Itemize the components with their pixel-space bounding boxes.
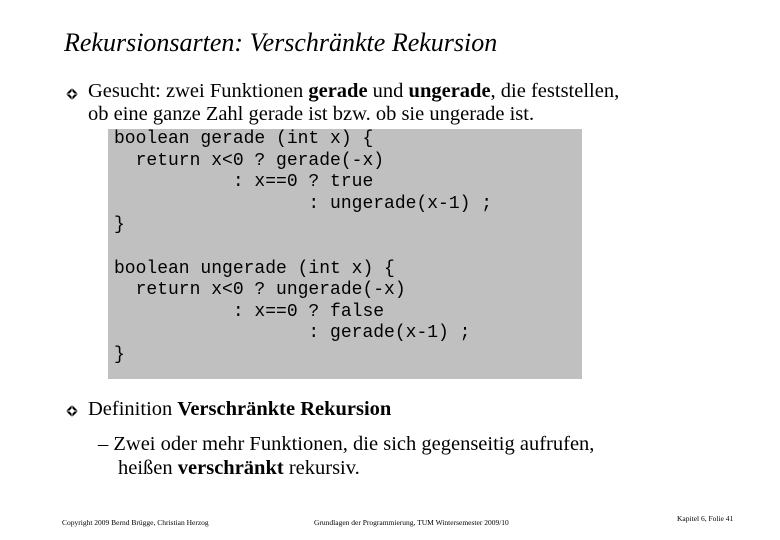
function-name-gerade: gerade (308, 80, 368, 102)
code-line: return x<0 ? gerade(-x) (114, 151, 385, 171)
bullet-1-text-c: und (367, 80, 409, 102)
code-line: : x==0 ? true (114, 172, 374, 192)
code-line: boolean gerade (int x) { (114, 129, 374, 149)
sub-bullet-text-c: rekursiv. (283, 457, 360, 479)
code-line: } (114, 345, 125, 365)
bullet-2-text-a: Definition (88, 398, 178, 420)
bullet-1-line-2: ob eine ganze Zahl gerade ist bzw. ob sie ungerade ist. (88, 103, 535, 125)
code-block (108, 129, 582, 379)
bullet-1-text-e: , die feststellen, (490, 80, 620, 102)
diamond-bullet-icon (66, 88, 78, 100)
code-line: : x==0 ? false (114, 302, 385, 322)
bullet-2-line-1 (88, 398, 391, 421)
code-line: : gerade(x-1) ; (114, 323, 471, 343)
code-line: boolean ungerade (int x) { (114, 259, 395, 279)
code-line: return x<0 ? ungerade(-x) (114, 280, 406, 300)
footer-copyright: Copyright 2009 Bernd Brügge, Christian Herzog (62, 518, 209, 527)
diamond-bullet-icon (66, 405, 78, 417)
term-verschraenkte-rekursion: Verschränkte Rekursion (177, 398, 392, 420)
bullet-1-text-a: Gesucht: zwei Funktionen (88, 80, 309, 102)
bullet-1-line-1 (88, 80, 619, 103)
term-verschraenkt: verschränkt (177, 457, 284, 479)
code-line: : ungerade(x-1) ; (114, 194, 493, 214)
sub-bullet-line-1: – Zwei oder mehr Funktionen, die sich gegenseitig aufrufen, (98, 433, 595, 455)
sub-bullet-line-2 (118, 456, 360, 480)
page-title: Rekursionsarten: Verschränkte Rekursion (64, 28, 498, 57)
sub-bullet-text-a: heißen (118, 457, 178, 479)
function-name-ungerade: ungerade (408, 80, 491, 102)
footer-slide-number: Kapitel 6, Folie 41 (677, 514, 734, 523)
code-line: } (114, 215, 125, 235)
footer-course: Grundlagen der Programmierung, TUM Wintersemester 2009/10 (314, 518, 509, 527)
